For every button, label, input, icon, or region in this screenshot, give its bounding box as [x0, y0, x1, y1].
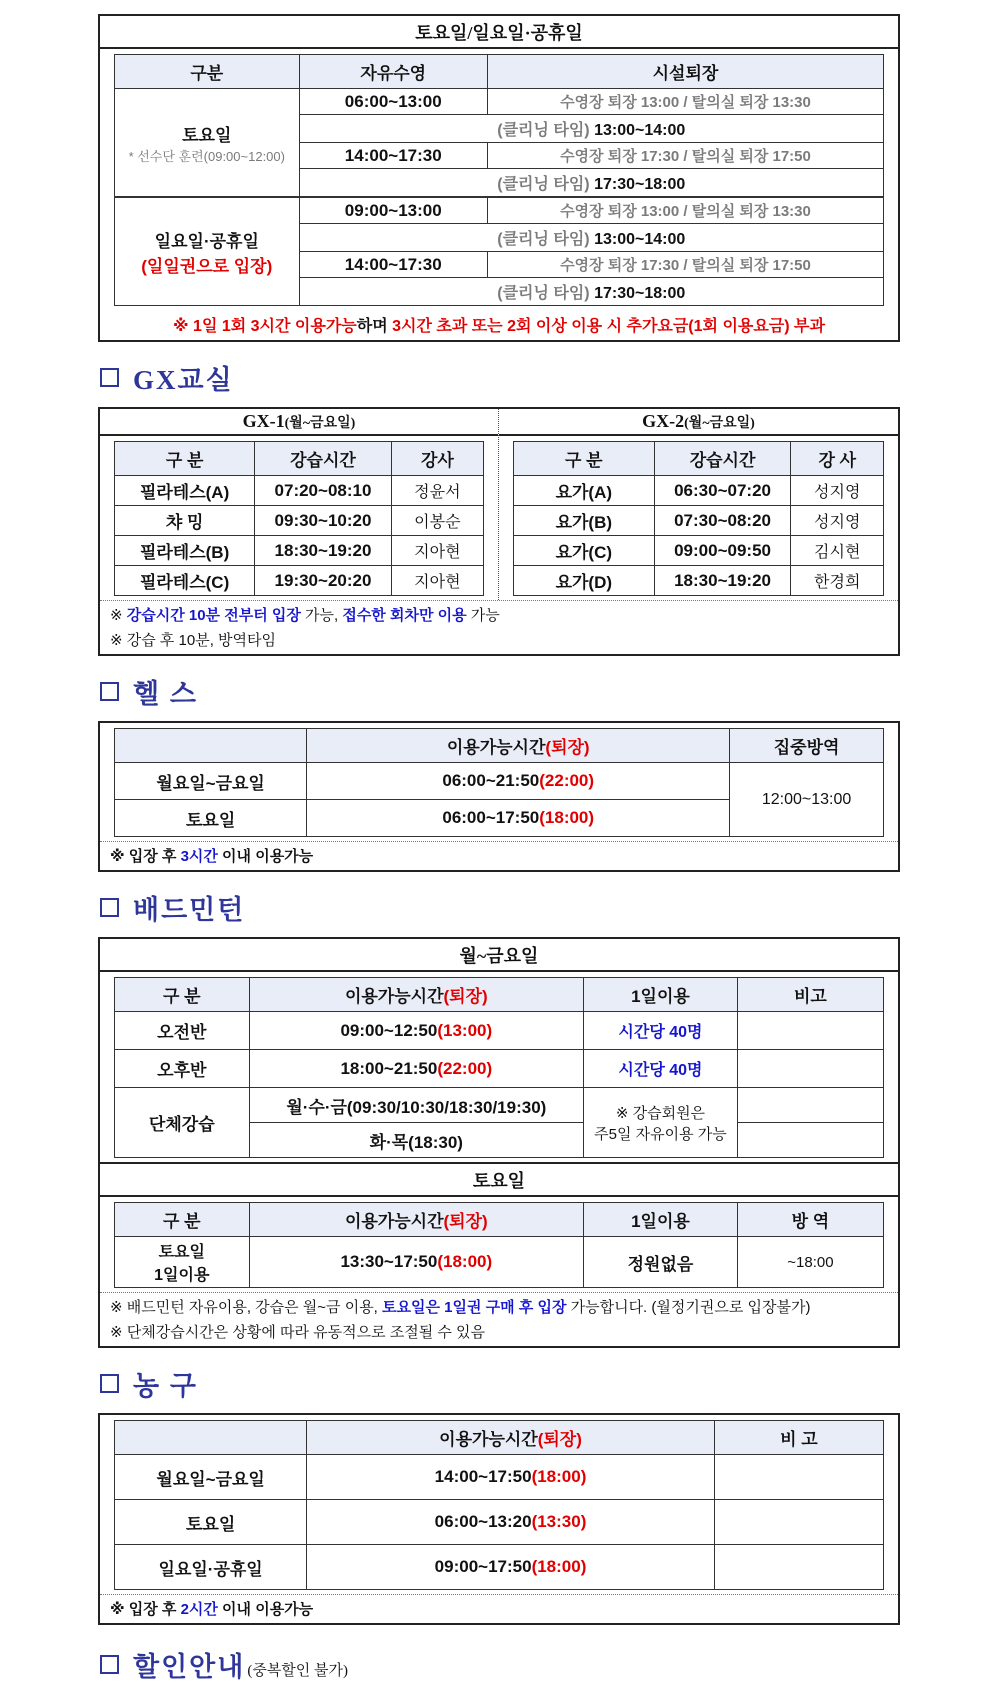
gx2-title-main: GX-2	[642, 411, 685, 431]
day-label: 토요일	[115, 1500, 307, 1545]
empty-cell	[714, 1545, 883, 1590]
health-table	[114, 728, 884, 837]
square-bullet-icon	[100, 682, 119, 701]
time-cell	[307, 1455, 715, 1500]
swim-header-row	[115, 55, 884, 89]
instructor-name: 지아현	[391, 536, 483, 566]
class-time: 18:30~19:20	[654, 566, 791, 596]
swim-col-header-freeswim: 자유수영	[299, 55, 487, 89]
gx1-table-wrap	[100, 436, 498, 600]
swim-sat-label: 토요일	[182, 125, 232, 145]
bm-col-category: 구 분	[115, 978, 250, 1012]
swim-sat-time2: 14:00~17:30	[299, 143, 487, 169]
swim-sun-clean1-cell	[299, 224, 883, 252]
badminton-weekday-header-row	[115, 978, 884, 1012]
class-name: 요가(A)	[514, 476, 655, 506]
sat-label-line2: 1일이용	[154, 1267, 210, 1284]
empty-cell	[737, 1123, 883, 1158]
class-label	[115, 1237, 250, 1288]
badminton-note-1	[100, 1293, 898, 1321]
exit-value: (18:00)	[437, 1252, 493, 1271]
badminton-weekday-title: 월~금요일	[100, 939, 898, 972]
gx2-row-2	[514, 506, 884, 536]
class-name: 요가(B)	[514, 506, 655, 536]
bk-col-time	[307, 1421, 715, 1455]
swim-sat-exit2: 수영장 퇴장 17:30 / 탈의실 퇴장 17:50	[487, 143, 883, 169]
badminton-note-2: ※ 단체강습시간은 상황에 따라 유동적으로 조절될 수 있음	[110, 1324, 486, 1341]
cleaning-time: 17:30~18:00	[594, 285, 686, 302]
class-name: 필라테스(C)	[115, 566, 255, 596]
bk-note-post: 이내 이용가능	[217, 1601, 314, 1618]
time-value: 18:00~21:50	[340, 1058, 438, 1078]
bm-sat-col-category: 구 분	[115, 1203, 250, 1237]
health-section	[98, 721, 900, 872]
class-label: 단체강습	[115, 1088, 250, 1158]
swim-sun-label-cell	[115, 197, 300, 306]
instructor-name: 성지영	[791, 476, 884, 506]
square-bullet-icon	[100, 368, 119, 387]
gx-grid	[100, 409, 898, 600]
class-time: 18:30~19:20	[255, 536, 392, 566]
gx1-col-time: 강습시간	[255, 442, 392, 476]
bm-header-time: 이용가능시간	[344, 987, 444, 1006]
gx-section	[98, 407, 900, 656]
time-cell	[307, 1500, 715, 1545]
basketball-note	[100, 1594, 898, 1623]
swim-sun-label: 일요일·공휴일	[154, 231, 259, 251]
swim-col-header-exit: 시설퇴장	[487, 55, 883, 89]
swim-usage-note	[100, 310, 898, 340]
instructor-name: 한경희	[791, 566, 884, 596]
document-page	[98, 0, 900, 1684]
gx1-title	[100, 409, 498, 436]
day-label: 월요일~금요일	[115, 763, 307, 800]
instructor-name: 성지영	[791, 506, 884, 536]
health-section-heading	[100, 672, 900, 711]
gx-note1-black1: 가능,	[300, 607, 343, 624]
empty-cell	[714, 1455, 883, 1500]
swim-sat-label-cell	[115, 89, 300, 198]
badminton-notes	[100, 1292, 898, 1346]
badminton-row-afternoon	[115, 1050, 884, 1088]
exit-value: (18:00)	[531, 1557, 587, 1576]
basketball-row-saturday	[115, 1500, 884, 1545]
bk-note-pre: ※ 입장 후	[110, 1601, 181, 1618]
instructor-name: 정윤서	[391, 476, 483, 506]
basketball-row-weekday	[115, 1455, 884, 1500]
exit-value: (22:00)	[437, 1058, 493, 1078]
instructor-name: 김시현	[791, 536, 884, 566]
swim-sun-time2: 14:00~17:30	[299, 252, 487, 278]
bm-col-note: 비고	[737, 978, 883, 1012]
gx2-table-wrap	[499, 436, 898, 600]
basketball-row-sunday	[115, 1545, 884, 1590]
cleaning-time: 13:00~14:00	[594, 122, 686, 139]
gx1-col-category: 구 분	[115, 442, 255, 476]
health-header-row	[115, 729, 884, 763]
swim-sat-clean2-cell	[299, 169, 883, 198]
group-daily-note	[584, 1088, 738, 1158]
swim-table-wrap	[100, 49, 898, 310]
gx1-title-main: GX-1	[242, 411, 285, 431]
class-name: 요가(C)	[514, 536, 655, 566]
class-time: 19:30~20:20	[255, 566, 392, 596]
bm-sat-col-time	[249, 1203, 584, 1237]
swim-sun-row1	[115, 197, 884, 224]
swim-sat-exit1: 수영장 퇴장 13:00 / 탈의실 퇴장 13:30	[487, 89, 883, 115]
gx1-title-sub: (월~금요일)	[284, 416, 356, 431]
cleaning-label: (클리닝 타임)	[497, 122, 590, 139]
swim-sat-time1: 06:00~13:00	[299, 89, 487, 115]
instructor-name: 지아현	[391, 566, 483, 596]
bk-header-time: 이용가능시간	[439, 1430, 538, 1449]
cleaning-label: (클리닝 타임)	[497, 285, 590, 302]
badminton-row-group1	[115, 1088, 884, 1123]
instructor-name: 이봉순	[391, 506, 483, 536]
empty-cell	[714, 1500, 883, 1545]
class-time: 07:30~08:20	[654, 506, 791, 536]
health-row-weekday	[115, 763, 884, 800]
empty-cell	[737, 1050, 883, 1088]
exit-value: (13:00)	[437, 1020, 493, 1040]
health-col-time	[307, 729, 730, 763]
sat-label-line1: 토요일	[158, 1244, 205, 1261]
badminton-saturday-table	[114, 1202, 884, 1288]
class-label: 오전반	[115, 1012, 250, 1050]
exit-value: (18:00)	[539, 808, 595, 827]
class-name: 필라테스(B)	[115, 536, 255, 566]
gx1-panel	[100, 409, 499, 600]
bm-col-time	[249, 978, 584, 1012]
gx2-col-category: 구 분	[514, 442, 655, 476]
gx-note1-blue2: 접수한 회차만 이용	[342, 607, 467, 624]
discount-section-heading	[100, 1645, 900, 1684]
health-header-exit: (퇴장)	[545, 738, 590, 757]
square-bullet-icon	[100, 1655, 119, 1674]
badminton-weekday-table	[114, 977, 884, 1158]
bm-col-daily: 1일이용	[584, 978, 738, 1012]
time-cell	[307, 763, 730, 800]
badminton-section	[98, 937, 900, 1348]
cleaning-time: 17:30~18:00	[594, 176, 686, 193]
gx-note-1	[100, 601, 898, 629]
class-label: 오후반	[115, 1050, 250, 1088]
badminton-weekday-table-wrap	[100, 972, 898, 1162]
class-time: 06:30~07:20	[654, 476, 791, 506]
gx1-row-1	[115, 476, 484, 506]
health-note-post: 이내 이용가능	[217, 848, 314, 865]
disinfect-time: ~18:00	[737, 1237, 883, 1288]
group-schedule-2: 화·목(18:30)	[249, 1123, 584, 1158]
health-note-pre: ※ 입장 후	[110, 848, 181, 865]
gx2-table	[513, 441, 884, 596]
basketball-header-row	[115, 1421, 884, 1455]
disinfect-time: 12:00~13:00	[730, 763, 884, 837]
cleaning-label: (클리닝 타임)	[497, 231, 590, 248]
gx-section-heading	[100, 358, 900, 397]
empty-cell	[737, 1012, 883, 1050]
bm-note1-blue: 토요일은 1일권 구매 후 입장	[382, 1299, 567, 1316]
class-name: 필라테스(A)	[115, 476, 255, 506]
health-heading-text: 헬 스	[133, 679, 198, 709]
gx-note-2: ※ 강습 후 10분, 방역타임	[110, 632, 277, 649]
time-value: 13:30~17:50	[340, 1252, 438, 1271]
time-value: 06:00~21:50	[442, 771, 540, 790]
bm-note1-black1: ※ 배드민턴 자유이용, 강습은 월~금 이용,	[110, 1299, 383, 1316]
discount-heading-text: 할인안내	[133, 1652, 246, 1682]
swim-sat-clean1-cell	[299, 115, 883, 143]
time-cell	[249, 1012, 584, 1050]
swim-sun-exit2: 수영장 퇴장 17:30 / 탈의실 퇴장 17:50	[487, 252, 883, 278]
square-bullet-icon	[100, 1374, 119, 1393]
swim-table	[114, 54, 884, 306]
group-daily-line1: ※ 강습회원은	[615, 1104, 706, 1122]
time-cell	[249, 1050, 584, 1088]
gx1-row-2	[115, 506, 484, 536]
time-value: 14:00~17:50	[434, 1467, 532, 1486]
time-value: 09:00~12:50	[340, 1020, 438, 1040]
swim-section-title: 토요일/일요일·공휴일	[100, 16, 898, 49]
basketball-table-wrap	[100, 1415, 898, 1594]
health-header-time: 이용가능시간	[446, 738, 546, 757]
basketball-table	[114, 1420, 884, 1590]
day-label: 토요일	[115, 800, 307, 837]
gx1-table	[114, 441, 484, 596]
bm-sat-header-exit: (퇴장)	[443, 1212, 488, 1231]
swim-sun-time1: 09:00~13:00	[299, 197, 487, 224]
gx2-panel	[499, 409, 898, 600]
square-bullet-icon	[100, 898, 119, 917]
badminton-section-heading	[100, 888, 900, 927]
gx2-header-row	[514, 442, 884, 476]
day-label: 일요일·공휴일	[115, 1545, 307, 1590]
time-cell	[307, 1545, 715, 1590]
badminton-saturday-table-wrap	[100, 1197, 898, 1292]
bm-sat-col-daily: 1일이용	[584, 1203, 738, 1237]
health-note-blue: 3시간	[180, 848, 218, 865]
badminton-saturday-header-row	[115, 1203, 884, 1237]
cleaning-label: (클리닝 타임)	[497, 176, 590, 193]
gx1-header-row	[115, 442, 484, 476]
bm-header-exit: (퇴장)	[443, 987, 488, 1006]
badminton-heading-text: 배드민턴	[133, 895, 246, 925]
gx-note1-blue1: 강습시간 10분 전부터 입장	[126, 607, 301, 624]
group-schedule-1: 월·수·금(09:30/10:30/18:30/19:30)	[249, 1088, 584, 1123]
basketball-section-heading	[100, 1364, 900, 1403]
daily-limit: 시간당 40명	[584, 1012, 738, 1050]
exit-value: (18:00)	[531, 1467, 587, 1486]
bk-note-blue: 2시간	[180, 1601, 218, 1618]
bk-header-exit: (퇴장)	[537, 1430, 582, 1449]
gx-note1-black2: 가능	[466, 607, 500, 624]
swim-sat-row1	[115, 89, 884, 115]
gx2-row-4	[514, 566, 884, 596]
daily-limit: 정원없음	[584, 1237, 738, 1288]
swim-note-red1: ※ 1일 1회 3시간 이용가능	[173, 318, 357, 335]
badminton-saturday-row	[115, 1237, 884, 1288]
health-col-disinfect: 집중방역	[730, 729, 884, 763]
health-note	[100, 841, 898, 870]
cleaning-time: 13:00~14:00	[594, 231, 686, 248]
exit-value: (22:00)	[539, 771, 595, 790]
note-marker: ※	[110, 607, 127, 624]
swim-note-black: 하며	[356, 318, 388, 335]
swim-sun-clean2-cell	[299, 278, 883, 306]
empty-cell	[737, 1088, 883, 1123]
day-label: 월요일~금요일	[115, 1455, 307, 1500]
gx1-row-4	[115, 566, 484, 596]
class-name: 챠 밍	[115, 506, 255, 536]
swim-col-header-category: 구분	[115, 55, 300, 89]
swim-note-red2: 3시간 초과 또는 2회 이상 이용 시 추가요금(1회 이용요금) 부과	[387, 318, 825, 335]
daily-limit: 시간당 40명	[584, 1050, 738, 1088]
badminton-row-morning	[115, 1012, 884, 1050]
gx1-row-3	[115, 536, 484, 566]
gx2-row-3	[514, 536, 884, 566]
group-daily-line2: 주5일 자유이용 가능	[594, 1125, 727, 1143]
swim-weekend-section	[98, 14, 900, 342]
class-time: 09:00~09:50	[654, 536, 791, 566]
gx2-col-time: 강습시간	[654, 442, 791, 476]
swim-sat-sublabel: * 선수단 훈련(09:00~12:00)	[128, 148, 285, 164]
health-col-empty	[115, 729, 307, 763]
class-time: 09:30~10:20	[255, 506, 392, 536]
bk-col-empty	[115, 1421, 307, 1455]
gx-heading-text: GX교실	[133, 365, 234, 395]
swim-sun-exit1: 수영장 퇴장 13:00 / 탈의실 퇴장 13:30	[487, 197, 883, 224]
gx1-col-instructor: 강사	[391, 442, 483, 476]
gx2-title-sub: (월~금요일)	[684, 416, 755, 431]
time-cell	[307, 800, 730, 837]
time-value: 06:00~17:50	[442, 808, 540, 827]
exit-value: (13:30)	[531, 1512, 587, 1531]
badminton-saturday-title: 토요일	[100, 1162, 898, 1197]
bm-note1-black2: 가능합니다. (월정기권으로 입장불가)	[566, 1299, 811, 1316]
gx-notes	[100, 600, 898, 654]
bk-col-note: 비 고	[714, 1421, 883, 1455]
basketball-heading-text: 농 구	[133, 1371, 198, 1401]
class-time: 07:20~08:10	[255, 476, 392, 506]
bm-sat-col-disinfect: 방 역	[737, 1203, 883, 1237]
gx2-title	[499, 409, 898, 436]
gx2-col-instructor: 강 사	[791, 442, 884, 476]
time-value: 06:00~13:20	[434, 1512, 532, 1531]
time-value: 09:00~17:50	[434, 1557, 532, 1576]
discount-heading-sub: (중복할인 불가)	[247, 1663, 349, 1679]
time-cell	[249, 1237, 584, 1288]
swim-sun-sublabel: (일일권으로 입장)	[141, 256, 273, 276]
bm-sat-header-time: 이용가능시간	[344, 1212, 444, 1231]
basketball-section	[98, 1413, 900, 1625]
gx2-row-1	[514, 476, 884, 506]
class-name: 요가(D)	[514, 566, 655, 596]
health-table-wrap	[100, 723, 898, 841]
